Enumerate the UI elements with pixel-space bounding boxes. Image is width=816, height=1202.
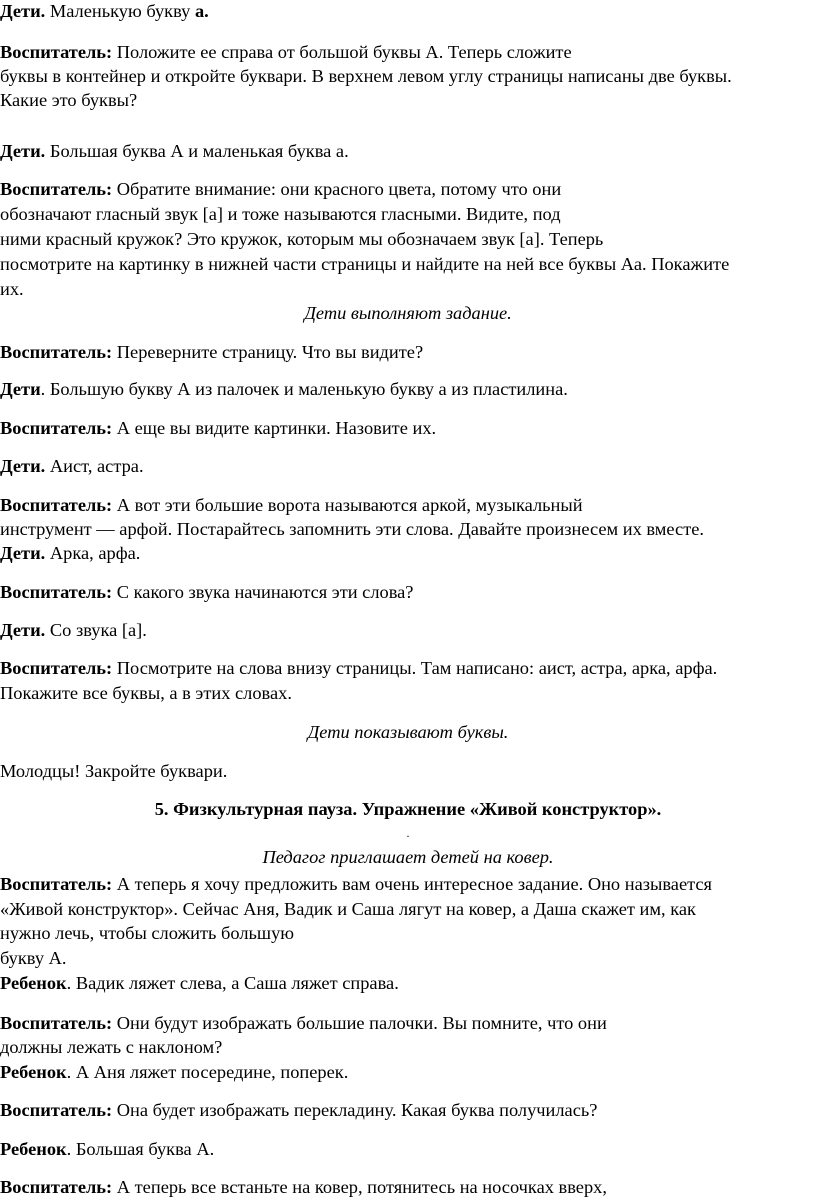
text-line <box>0 455 144 478</box>
text-line <box>0 278 24 301</box>
text-line <box>0 253 729 276</box>
line-text: Переверните страницу. Что вы видите? <box>112 342 424 362</box>
text-line <box>0 760 227 783</box>
line-text: обозначают гласный звук [а] и тоже называются гласными. Видите, под <box>0 204 561 224</box>
text-line <box>0 972 399 995</box>
speaker-label: Воспитатель: <box>0 1177 113 1197</box>
stage-direction <box>0 721 816 744</box>
line-text: Аист, астра. <box>45 456 144 476</box>
line-text: Положите ее справа от большой буквы А. Теперь сложите <box>112 42 572 62</box>
line-text: Молодцы! Закройте буквари. <box>0 761 228 781</box>
line-text: Они будут изображать большие палочки. Вы помните, что они <box>112 1013 607 1033</box>
speaker-label: Дети. <box>0 620 46 640</box>
line-text: Со звука [а]. <box>45 620 147 640</box>
line-text: . Вадик ляжет слева, а Саша ляжет справа. <box>66 973 399 993</box>
speaker-label: Воспитатель: <box>0 342 113 362</box>
line-text: «Живой конструктор». Сейчас Аня, Вадик и Саша лягут на ковер, а Даша скажет им, как <box>0 899 696 919</box>
text-line <box>0 1099 597 1122</box>
text-line <box>0 682 292 705</box>
text-line <box>0 178 561 201</box>
line-text: их. <box>0 279 24 299</box>
text-line <box>0 922 294 945</box>
text-line <box>0 228 603 251</box>
italic-text: Дети показывают буквы. <box>307 722 509 742</box>
line-text: должны лежать с наклоном? <box>0 1037 223 1057</box>
line-text: С какого звука начинаются эти слова? <box>112 582 414 602</box>
text-line <box>0 542 140 565</box>
line-text: буквы в контейнер и откройте буквари. В верхнем левом углу страницы написаны две буквы. <box>0 66 732 86</box>
line-text: букву А. <box>0 948 67 968</box>
speaker-label: Воспитатель: <box>0 42 113 62</box>
speaker-label: Дети. <box>0 456 46 476</box>
stray-dot <box>0 822 816 845</box>
speaker-label: Дети <box>0 379 41 399</box>
italic-text: Педагог приглашает детей на ковер. <box>262 847 554 867</box>
text-line <box>0 417 436 440</box>
line-text: нужно лечь, чтобы сложить большую <box>0 923 295 943</box>
text-line <box>0 203 561 226</box>
text-line <box>0 1061 348 1084</box>
dot-text: . <box>406 826 410 840</box>
speaker-label: Дети. <box>0 1 46 21</box>
text-line <box>0 378 568 401</box>
line-text: Обратите внимание: они красного цвета, потому что они <box>112 179 562 199</box>
text-line <box>0 1138 214 1161</box>
text-line <box>0 341 423 364</box>
text-line <box>0 581 413 604</box>
text-line <box>0 41 572 64</box>
text-line <box>0 657 717 680</box>
text-line <box>0 1176 607 1199</box>
speaker-label: Воспитатель: <box>0 495 113 515</box>
line-text: А вот эти большие ворота называются аркой, музыкальный <box>112 495 583 515</box>
speaker-label: Воспитатель: <box>0 582 113 602</box>
line-text: Арка, арфа. <box>45 543 141 563</box>
text-line <box>0 494 583 517</box>
speaker-label: Воспитатель: <box>0 179 113 199</box>
text-line <box>0 619 147 642</box>
text-line <box>0 898 696 921</box>
line-text: Маленькую букву <box>45 1 195 21</box>
line-text: Какие это буквы? <box>0 90 138 110</box>
line-text: . Большая буква А. <box>66 1139 215 1159</box>
speaker-label: Воспитатель: <box>0 418 113 438</box>
line-text: . Большую букву А из палочек и маленькую букву а из пластилина. <box>40 379 568 399</box>
line-text: инструмент — арфой. Постарайтесь запомнить эти слова. Давайте произнесем их вместе. <box>0 519 704 539</box>
line-text: Она будет изображать перекладину. Какая буква получилась? <box>112 1100 598 1120</box>
speaker-label: Дети. <box>0 543 46 563</box>
speaker-label: Воспитатель: <box>0 1100 113 1120</box>
text-line <box>0 873 712 896</box>
line-text: . А Аня ляжет посередине, поперек. <box>66 1062 349 1082</box>
speaker-label: Воспитатель: <box>0 874 113 894</box>
text-line <box>0 0 209 23</box>
line-text: А еще вы видите картинки. Назовите их. <box>112 418 437 438</box>
speaker-label: Ребенок <box>0 1139 67 1159</box>
text-line <box>0 140 349 163</box>
stage-direction <box>0 302 816 325</box>
speaker-label: Воспитатель: <box>0 658 113 678</box>
italic-text: Дети выполняют задание. <box>304 303 512 323</box>
line-text: ними красный кружок? Это кружок, которым мы обозначаем звук [а]. Теперь <box>0 229 604 249</box>
line-text: А теперь все встаньте на ковер, потянитесь на носочках вверх, <box>112 1177 607 1197</box>
line-text: Покажите все буквы, а в этих словах. <box>0 683 292 703</box>
line-text: А теперь я хочу предложить вам очень интересное задание. Оно называется <box>112 874 713 894</box>
text-line <box>0 947 67 970</box>
line-text: Посмотрите на слова внизу страницы. Там написано: аист, астра, арка, арфа. <box>112 658 718 678</box>
line-text: Большая буква А и маленькая буква а. <box>45 141 349 161</box>
section-heading <box>0 798 816 821</box>
line-text: посмотрите на картинку в нижней части страницы и найдите на ней все буквы Аа. Покажите <box>0 254 730 274</box>
text-line <box>0 89 137 112</box>
heading-text: 5. Физкультурная пауза. Упражнение «Живой конструктор». <box>154 799 662 819</box>
stage-direction <box>0 846 816 869</box>
speaker-label: Воспитатель: <box>0 1013 113 1033</box>
speaker-label: Дети. <box>0 141 46 161</box>
speaker-label: Ребенок <box>0 1062 67 1082</box>
speaker-label: Ребенок <box>0 973 67 993</box>
text-line <box>0 65 732 88</box>
text-line <box>0 518 704 541</box>
text-line <box>0 1012 607 1035</box>
emphasis-text: а. <box>194 1 209 21</box>
text-line <box>0 1036 222 1059</box>
